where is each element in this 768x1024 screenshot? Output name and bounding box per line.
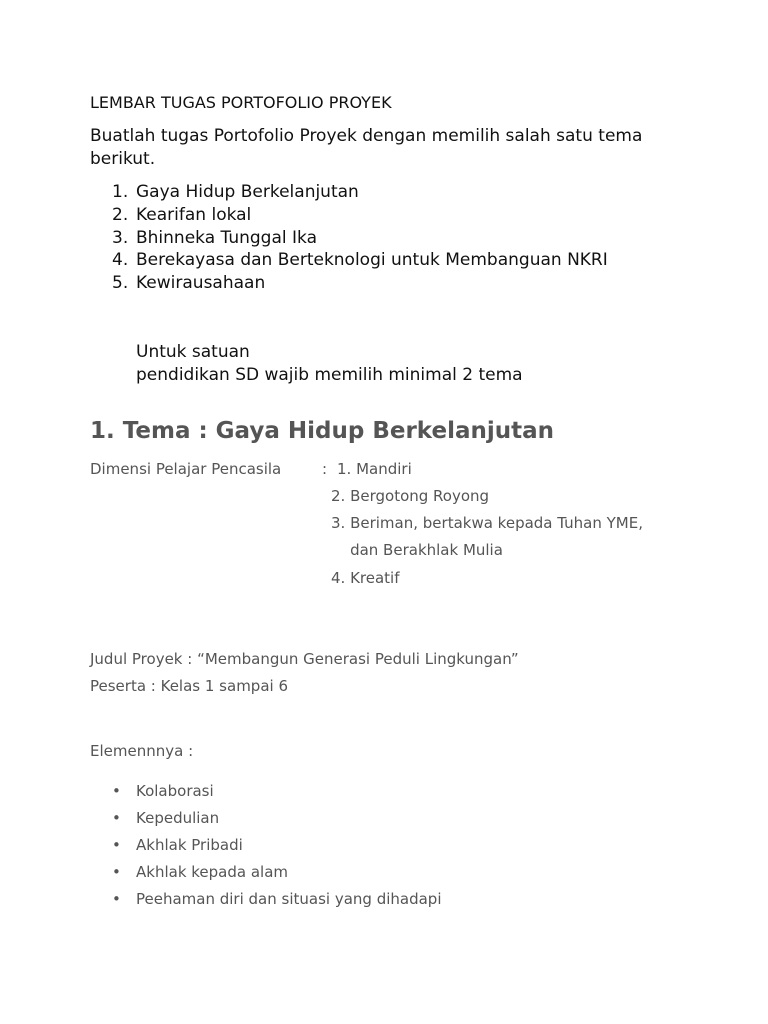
theme-label: Bhinneka Tunggal Ika	[136, 227, 317, 248]
theme-number: 1.	[112, 182, 129, 202]
bullet-icon: •	[112, 782, 121, 800]
theme-label: Kewirausahaan	[136, 273, 266, 294]
list-item	[112, 859, 442, 886]
note-paragraph	[136, 341, 523, 387]
document-header: LEMBAR TUGAS PORTOFOLIO PROYEK	[90, 93, 392, 112]
theme-item	[112, 227, 608, 250]
dimension-item: 1. Mandiri	[337, 460, 412, 478]
note-line-1: Untuk satuan	[136, 342, 250, 362]
list-item-label: Akhlak Pribadi	[136, 836, 243, 854]
theme-item	[112, 181, 608, 204]
elements-label: Elemennnya :	[90, 742, 194, 760]
theme-number: 3.	[112, 227, 129, 248]
intro-paragraph: Buatlah tugas Portofolio Proyek dengan memilih salah satu tema berikut.	[90, 126, 643, 169]
participants: Peserta : Kelas 1 sampai 6	[90, 677, 288, 695]
bullet-icon: •	[112, 890, 121, 908]
dimension-item: 4. Kreatif	[331, 569, 400, 587]
dimension-item: 2. Bergotong Royong	[331, 487, 490, 505]
theme-label: Kearifan lokal	[136, 204, 252, 225]
theme-number: 5.	[112, 273, 129, 294]
list-item	[112, 832, 442, 859]
list-item-label: Akhlak kepada alam	[136, 863, 289, 881]
note-line-2: pendidikan SD wajib memilih minimal 2 tema	[136, 365, 523, 385]
dimension-item: 3. Beriman, bertakwa kepada Tuhan YME,	[331, 514, 643, 532]
theme-item	[112, 272, 608, 295]
list-item	[112, 886, 442, 913]
theme-label: Gaya Hidup Berkelanjutan	[136, 182, 359, 202]
list-item-label: Peehaman diri dan situasi yang dihadapi	[136, 890, 442, 908]
project-title: Judul Proyek : “Membangun Generasi Peduli Lingkungan”	[90, 650, 519, 668]
list-item-label: Kepedulian	[136, 809, 220, 827]
section-title: 1. Tema : Gaya Hidup Berkelanjutan	[90, 418, 555, 444]
elements-list	[112, 778, 442, 913]
dimension-label: Dimensi Pelajar Pencasila	[90, 460, 282, 478]
list-item-label: Kolaborasi	[136, 782, 214, 800]
theme-number: 4.	[112, 250, 129, 271]
dimension-colon: :	[322, 460, 328, 478]
theme-label: Berekayasa dan Berteknologi untuk Membanguan NKRI	[136, 250, 608, 271]
bullet-icon: •	[112, 863, 121, 881]
bullet-icon: •	[112, 836, 121, 854]
theme-item	[112, 204, 608, 227]
list-item	[112, 805, 442, 832]
list-item	[112, 778, 442, 805]
bullet-icon: •	[112, 809, 121, 827]
theme-item	[112, 249, 608, 272]
theme-list	[112, 181, 608, 295]
dimension-item: dan Berakhlak Mulia	[331, 541, 503, 559]
theme-number: 2.	[112, 204, 129, 225]
